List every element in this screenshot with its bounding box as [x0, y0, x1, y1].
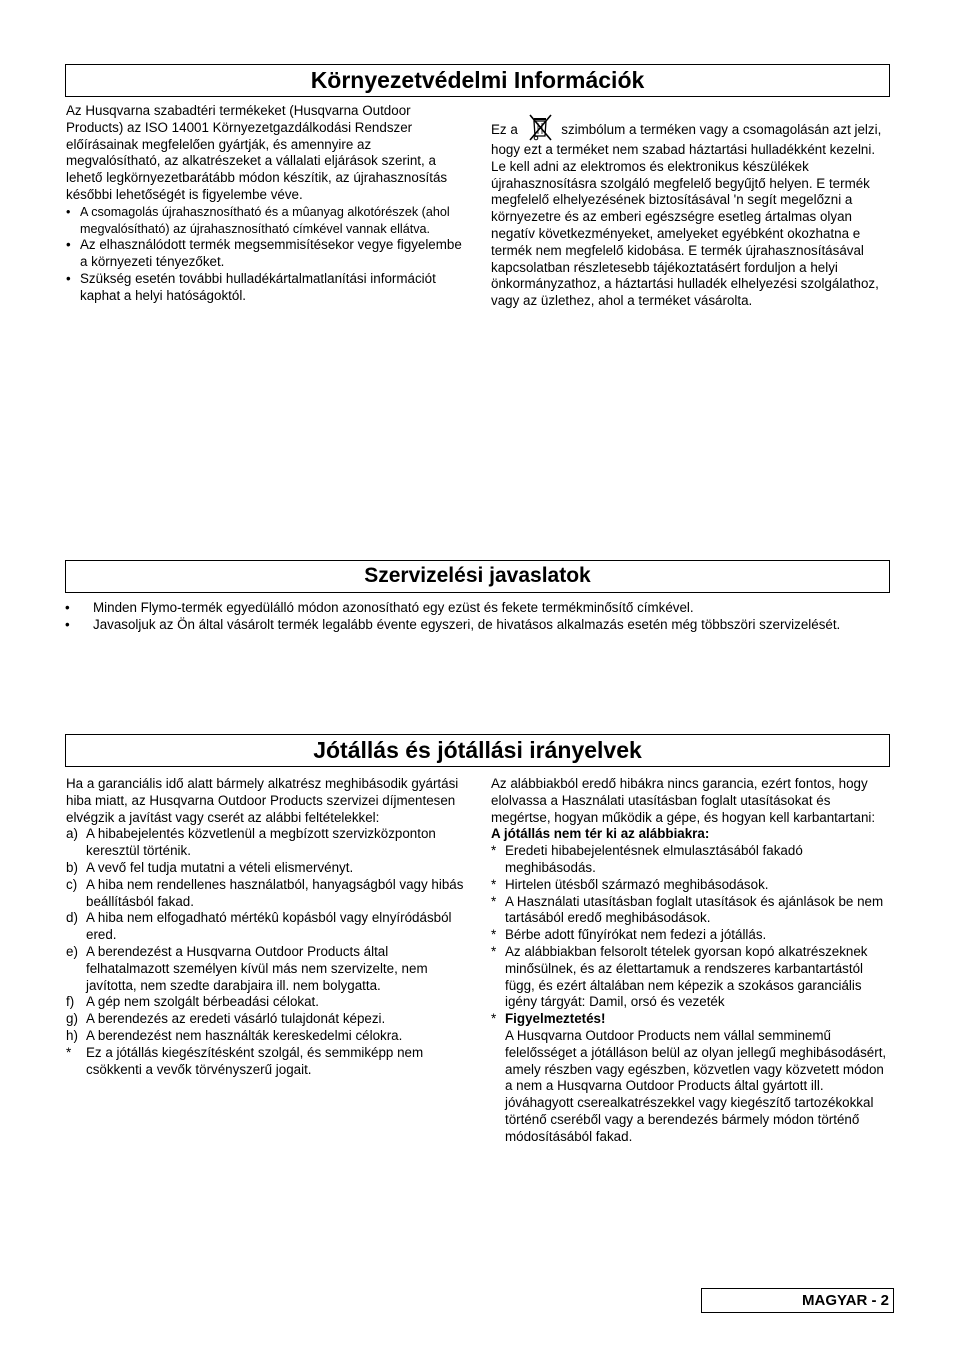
condition-item: d) A hiba nem elfogadható mértékû kopásból vagy elnyíródásból ered.: [66, 910, 452, 943]
exclusion-item: * A Használati utasításban foglalt utasítások és ajánlások be nem tartásából eredő meghibásodások.: [491, 893, 884, 926]
env-header: [65, 64, 890, 97]
service-header: [65, 560, 890, 593]
env-intro: Az Husqvarna szabadtéri termékeket (Husqvarna Outdoor Products) az ISO 14001 Környezetgazdálkodási Rendszer előírásainak megfelelően gyártják, és amennyire az megvalósítható, az alkatrészeket a vállalati eljárások szerint, a lehető legkörnyezetbarátább módon készítik, az újrahasznosítás későbbi lehetőségét is figyelembe véve.: [66, 103, 448, 202]
condition-note: * Ez a jótállás kiegészítésként szolgál, és semmiképp nem csökkenti a vevők törvényszerű jogait.: [66, 1044, 424, 1077]
warranty-right-column: [491, 776, 891, 1146]
weee-paragraph: [491, 112, 891, 310]
page-footer-label: MAGYAR - 2: [701, 1288, 894, 1313]
warning-text: A Husqvarna Outdoor Products nem vállal semminemű felelősséget a jótálláson belül az olyan jellegű meghibásodásért, amely részben vagy egészben, közvetlen vagy közvetett módon a nem a Husqvarna Outdoor Products által gyártott ill. jóváhagyott cserealkatrészekkel vagy kiegészítő tartozékokkal történő cseréből vagy a berendezés bármely módon történő módosításából fakad.: [505, 1027, 887, 1144]
weee-prefix: Ez a: [491, 122, 518, 137]
exclusion-intro: Az alábbiakból eredő hibákra nincs garancia, ezért fontos, hogy elolvassa a Használati utasításban foglalt utasításokat és megértse, hogyan működik a gépe, és hogyan kell karbantartani:: [491, 776, 876, 825]
exclusion-item: * Hirtelen ütésből származó meghibásodások.: [491, 876, 769, 892]
warranty-title: Jótállás és jótállási irányelvek: [313, 737, 642, 763]
warranty-intro: Ha a garanciális idő alatt bármely alkatrész meghibásodik gyártási hiba miatt, az Husqvarna Outdoor Products szervizei díjmentesen elvégzik a javítást vagy cserét az alábbi feltételekkel:: [66, 776, 459, 825]
weee-text: szimbólum a terméken vagy a csomagolásán azt jelzi, hogy ezt a terméket nem szabad háztartási hulladékként kezelni. Le kell adni az elektromos és elektronikus készülékek újrahasznosításra szolgáló megfelelő begyűjtő helyen. E termék megfelelő elhelyezésének biztosításával 'n segít megelőzni a környezetre és az emberi egészségre esetleg ártalmas olyan negatív következményeket, amelyeket egyébként okozhatna e termék nem megfelelő kidobása. E termék újrahasznosításával kapcsolatban részletesebb tájékoztatásért forduljon a helyi önkormányzathoz, a háztartási hulladék elhelyezési szolgálathoz, vagy az üzlethez, ahol a terméket vásárolta.: [491, 122, 882, 309]
env-left-column: [66, 103, 466, 305]
condition-item: b) A vevő fel tudja mutatni a vételi elismervényt.: [66, 859, 354, 875]
service-title: Szervizelési javaslatok: [364, 564, 591, 587]
exclusion-heading: A jótállás nem tér ki az alábbiakra:: [491, 826, 710, 842]
condition-item: h) A berendezést nem használták kereskedelmi célokra.: [66, 1027, 403, 1043]
env-right-column: [491, 112, 891, 310]
env-bullet-list: [66, 204, 466, 305]
crossed-out-wheelie-bin-icon: [525, 112, 555, 142]
condition-item: c) A hiba nem rendellenes használatból, hanyagságból vagy hibás beállításból fakad.: [66, 876, 464, 909]
env-bullet: • Szükség esetén további hulladékártalmatlanítási információt kaphat a helyi hatóságoktól.: [66, 270, 436, 303]
warranty-conditions: [66, 826, 466, 1078]
service-item: • Javasoljuk az Ön által vásárolt termék legalább évente egyszeri, de hivatásos alkalmazás esetén még többszöri szervizelését.: [65, 616, 841, 632]
env-title: Környezetvédelmi Információk: [310, 67, 645, 93]
service-list: [65, 600, 875, 634]
exclusion-item: * Eredeti hibabejelentésnek elmulasztásából fakadó meghibásodás.: [491, 843, 803, 875]
warranty-header: [65, 734, 890, 767]
env-bullet: • A csomagolás újrahasznosítható és a mûanyag alkotórészek (ahol megvalósítható) az újrahasznosítható címkével vannak ellátva.: [66, 204, 450, 236]
env-bullet: • Az elhasználódott termék megsemmisítésekor vegye figyelembe a környezeti tényezőket.: [66, 237, 462, 270]
exclusion-item: * Bérbe adott fűnyírókat nem fedezi a jótállás.: [491, 927, 767, 943]
condition-item: a) A hibabejelentés közvetlenül a megbízott szervizközponton keresztül történik.: [66, 826, 436, 859]
condition-item: g) A berendezés az eredeti vásárló tulajdonát képezi.: [66, 1011, 386, 1027]
warranty-left-column: [66, 776, 466, 1078]
service-item: • Minden Flymo-termék egyedülálló módon azonosítható egy ezüst és fekete termékminősítő címkével.: [65, 600, 694, 615]
exclusion-item: * Az alábbiakban felsorolt tételek gyorsan kopó alkatrészeknek minősülnek, és az élettartamuk a rendszeres karbantartástól függ, és ezért általában nem képezik a szokásos garanciális igény tárgyát: Damil, orsó és vezeték: [491, 943, 868, 1010]
condition-item: f) A gép nem szolgált bérbeadási célokat.: [66, 994, 319, 1010]
warning-item: * Figyelmeztetés! A Husqvarna Outdoor Products nem vállal semminemű felelősséget a jótálláson belül az olyan jellegű meghibásodásért, amely részben vagy egészben, közvetlen vagy közvetett módon a nem a Husqvarna Outdoor Products által gyártott ill. jóváhagyott cserealkatrészekkel vagy kiegészítő tartozékokkal történő cseréből vagy a berendezés bármely módon történő módosításából fakad.: [491, 1011, 887, 1144]
condition-item: e) A berendezést a Husqvarna Outdoor Products által felhatalmazott személyen kívül más nem szervizelte, nem javította, nem szedte darabjaira ill. nem bolygatta.: [66, 943, 428, 993]
exclusion-list: [491, 843, 891, 1145]
warning-title: Figyelmeztetés!: [505, 1011, 606, 1027]
